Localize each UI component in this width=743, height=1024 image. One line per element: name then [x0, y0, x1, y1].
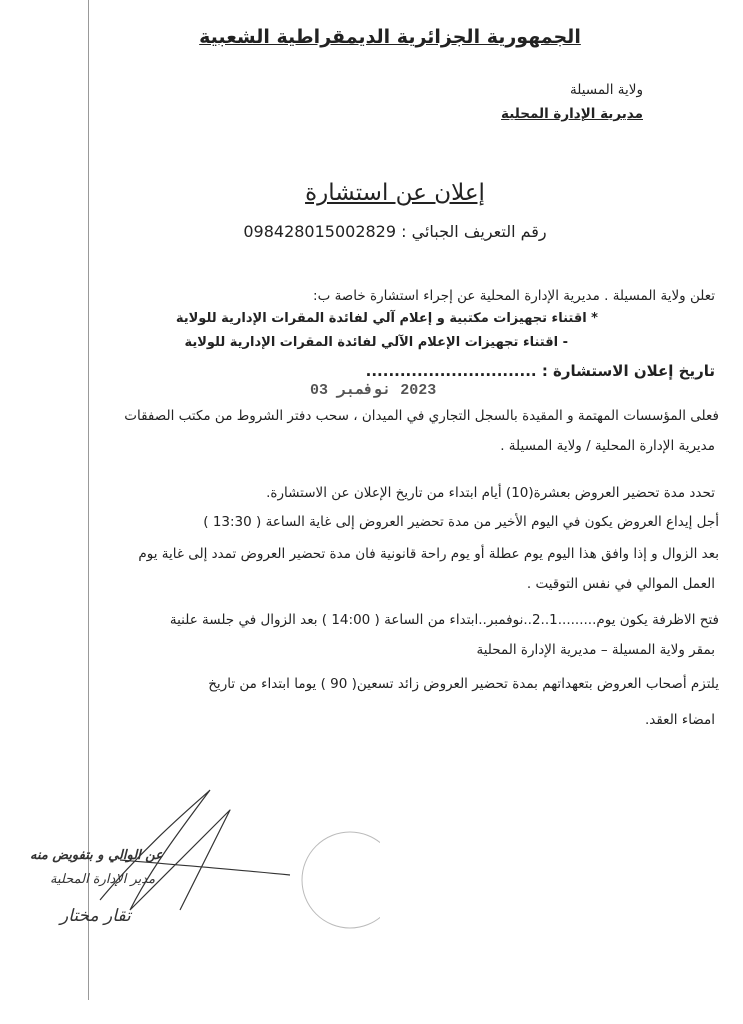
signature-line-1: عن الوالي و بتفويض منه — [30, 848, 163, 863]
wilaya-name: ولاية المسيلة — [570, 82, 643, 98]
paragraph-3b: بعد الزوال و إذا وافق هذا اليوم يوم عطلة أو يوم راحة قانونية فان مدة تحضير العروض تمدد إلى غاية يوم — [138, 546, 719, 562]
paragraph-1a: فعلى المؤسسات المهتمة و المقيدة بالسجل التجاري في الميدان ، سحب دفتر الشروط من مكتب الصفقات — [124, 408, 719, 424]
paragraph-3c: العمل الموالي في نفس التوقيت . — [526, 576, 715, 592]
item-2: - اقتناء تجهيزات الإعلام الآلي لفائدة المقرات الإدارية للولاية — [184, 335, 568, 350]
date-stamp: 2023 نوفمبر 03 — [310, 382, 437, 399]
intro-text: تعلن ولاية المسيلة . مديرية الإدارة المحلية عن إجراء استشارة خاصة ب: — [313, 288, 715, 304]
paragraph-3a: أجل إيداع العروض يكون في اليوم الأخير من مدة تحضير العروض إلى غاية الساعة ( 13:30 ) — [203, 514, 719, 530]
paragraph-5b: امضاء العقد. — [644, 712, 715, 728]
directorate-name: مديرية الإدارة المحلية — [501, 106, 643, 122]
notice-title: إعلان عن استشارة — [305, 180, 485, 206]
consultation-date-label: تاريخ إعلان الاستشارة : .............................. — [365, 362, 715, 380]
paragraph-4b: بمقر ولاية المسيلة – مديرية الإدارة المحلية — [476, 642, 715, 658]
signature-line-2: مدير الإدارة المحلية — [50, 872, 156, 887]
official-seal-icon — [302, 832, 380, 928]
paragraph-2: تحدد مدة تحضير العروض بعشرة(10) أيام ابتداء من تاريخ الإعلان عن الاستشارة. — [266, 485, 715, 501]
paragraph-1b: مديرية الإدارة المحلية / ولاية المسيلة . — [500, 438, 715, 454]
tax-id: رقم التعريف الجبائي : 098428015002829 — [243, 222, 547, 241]
paragraph-5a: يلتزم أصحاب العروض بتعهداتهم بمدة تحضير العروض زائد تسعين( 90 ) يوما ابتداء من تاريخ — [208, 676, 719, 692]
republic-header: الجمهورية الجزائرية الديمقراطية الشعبية — [199, 26, 581, 48]
signature-name: تقار مختار — [60, 906, 131, 926]
item-1: * اقتناء تجهيزات مكتبية و إعلام آلي لفائدة المقرات الإدارية للولاية — [175, 311, 598, 326]
paragraph-4a: فتح الاظرفة يكون يوم.........1..2..نوفمبر..ابتداء من الساعة ( 14:00 ) بعد الزوال في جلسة علنية — [169, 612, 719, 628]
